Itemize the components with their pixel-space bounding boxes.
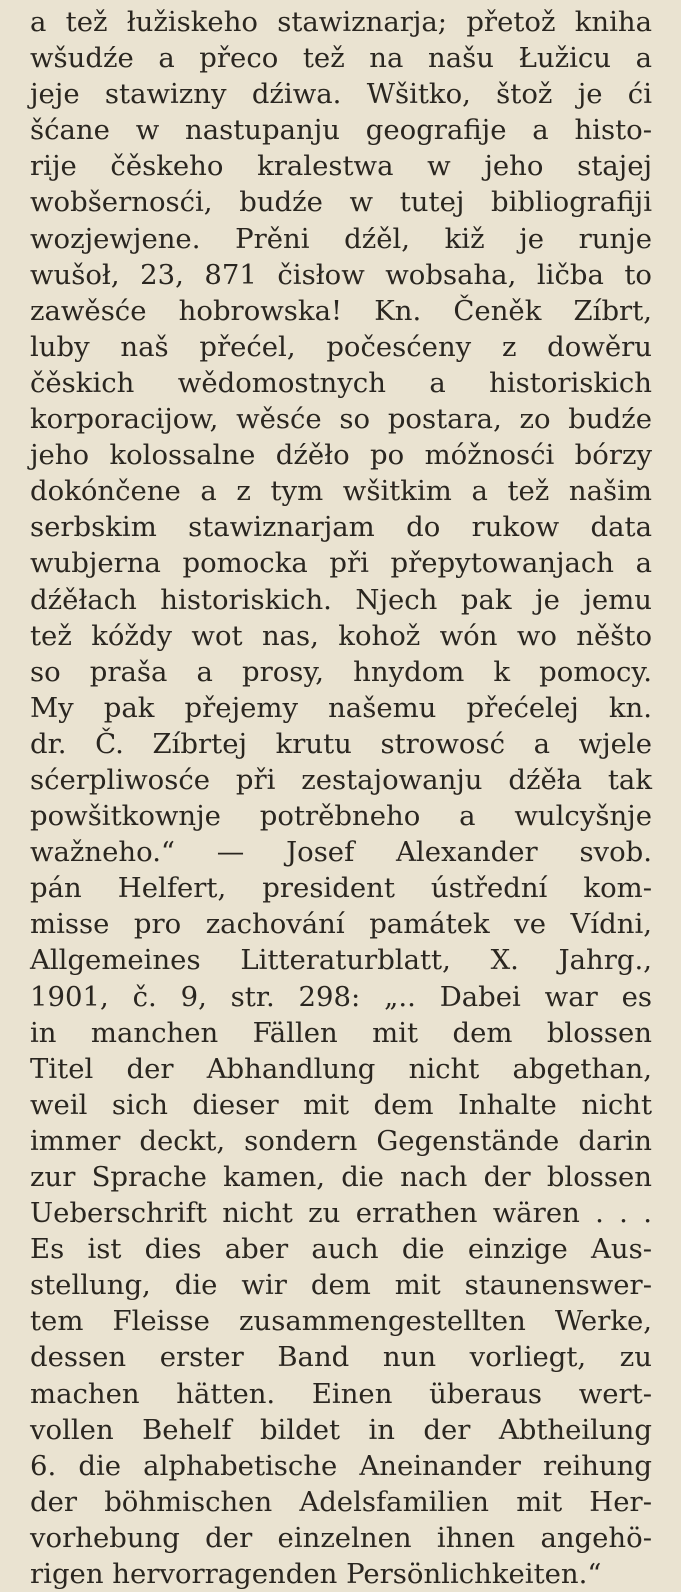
text-line: vollen Behelf bildet in der Abtheilung xyxy=(30,1413,652,1446)
text-line: 1901, č. 9, str. 298: „.. Dabei war es xyxy=(30,980,652,1013)
text-line: wažneho.“ — Josef Alexander svob. xyxy=(30,836,652,869)
text-line: wozjewjene. Prěni dźěl, kiž je runje xyxy=(30,222,652,255)
text-line: dessen erster Band nun vorliegt, zu xyxy=(30,1341,652,1374)
text-line: jeho kolossalne dźěło po móžnosći bórzy xyxy=(30,439,652,472)
text-line: dr. Č. Zíbrtej krutu strowosć a wjele xyxy=(30,727,652,760)
text-line: wubjerna pomocka při přepytowanjach a xyxy=(30,547,652,580)
text-line: powšitkownje potrěbneho a wulcyšnje xyxy=(30,800,652,833)
text-line: wušoł, 23, 871 čisłow wobsaha, ličba to xyxy=(30,258,652,291)
text-line: 6. die alphabetische Aneinander reihung xyxy=(30,1449,652,1482)
text-line: immer deckt, sondern Gegenstände darin xyxy=(30,1124,652,1157)
text-line: serbskim stawiznarjam do rukow data xyxy=(30,511,652,544)
text-line: tem Fleisse zusammengestellten Werke, xyxy=(30,1305,652,1338)
text-line: vorhebung der einzelnen ihnen angehö- xyxy=(30,1521,652,1554)
text-line: korporacijow, wěsće so postara, zo budźe xyxy=(30,403,652,436)
text-line: a tež łužiskeho stawiznarja; přetož kniha xyxy=(30,6,652,38)
text-line: rigen hervorragenden Persönlichkeiten.“ xyxy=(30,1558,602,1591)
text-line: luby naš přećel, počesćeny z dowěru xyxy=(30,330,652,363)
text-line: tež kóždy wot nas, kohož wón wo něšto xyxy=(30,619,652,652)
text-line: sćerpliwosće při zestajowanju dźěła tak xyxy=(30,763,652,796)
text-line: wobšernosći, budźe w tutej bibliografiji xyxy=(30,186,652,219)
text-line: machen hätten. Einen überaus wert- xyxy=(30,1377,652,1410)
text-line: rije čěskeho kralestwa w jeho stajej xyxy=(30,150,652,183)
text-line: jeje stawizny dźiwa. Wšitko, štož je ći xyxy=(30,78,652,111)
text-line: Allgemeines Litteraturblatt, X. Jahrg., xyxy=(30,944,652,977)
text-line: Es ist dies aber auch die einzige Aus- xyxy=(30,1233,652,1266)
text-line: pán Helfert, president ústřední kom- xyxy=(30,872,652,905)
text-line: wšudźe a přeco tež na našu Łužicu a xyxy=(30,42,652,75)
text-line: misse pro zachování památek ve Vídni, xyxy=(30,908,652,941)
text-line: zawěsće hobrowska! Kn. Čeněk Zíbrt, xyxy=(30,294,652,327)
text-line: zur Sprache kamen, die nach der blossen xyxy=(30,1161,652,1193)
text-line: in manchen Fällen mit dem blossen xyxy=(30,1016,652,1049)
text-line: šćane w nastupanju geografije a histo- xyxy=(30,114,652,147)
text-line: weil sich dieser mit dem Inhalte nicht xyxy=(30,1088,652,1121)
text-line: so praša a prosy, hnydom k pomocy. xyxy=(30,655,652,688)
text-line: dźěłach historiskich. Njech pak je jemu xyxy=(30,583,652,616)
text-column xyxy=(30,4,652,1592)
text-line: dokónčene a z tym wšitkim a tež našim xyxy=(30,475,652,508)
text-line: Ueberschrift nicht zu errathen wären . . . xyxy=(30,1197,652,1230)
text-line: der böhmischen Adelsfamilien mit Her- xyxy=(30,1485,652,1518)
text-line: čěskich wědomostnych a historiskich xyxy=(30,366,652,399)
text-line: My pak přejemy našemu přećelej kn. xyxy=(30,691,652,724)
text-line: Titel der Abhandlung nicht abgethan, xyxy=(30,1052,652,1085)
text-line: stellung, die wir dem mit staunenswer- xyxy=(30,1269,652,1302)
